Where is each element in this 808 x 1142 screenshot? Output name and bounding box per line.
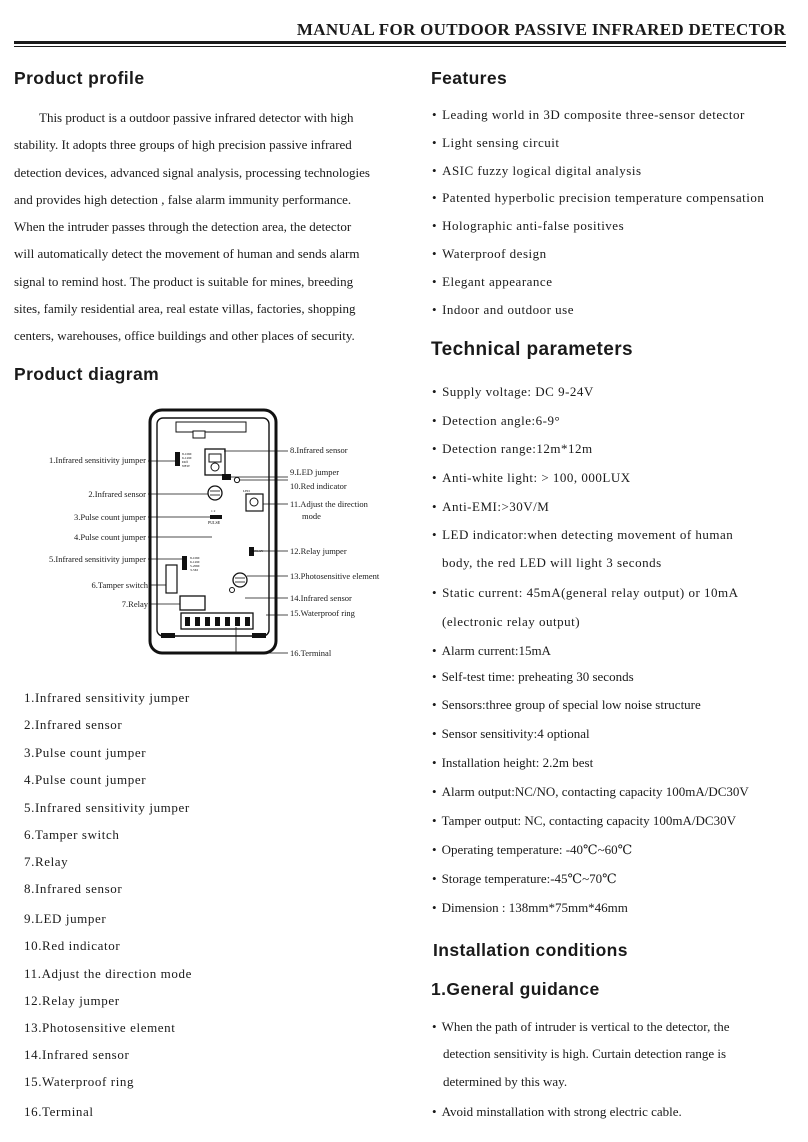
legend-item: 2.Infrared sensor <box>24 717 123 732</box>
infrared-sensor-bottom <box>233 573 247 587</box>
sensitivity-jumper-block <box>175 452 180 466</box>
direction-adjust-block <box>246 494 263 511</box>
legend-item: 5.Infrared sensitivity jumper <box>24 800 190 815</box>
tamper-switch <box>166 565 177 593</box>
diagram-label: 1.Infrared sensitivity jumper <box>48 455 146 465</box>
feature-item: • ASIC fuzzy logical digital analysis <box>432 163 642 179</box>
photosensitive-element <box>230 588 235 593</box>
profile-line: signal to remind host. The product is suitable for mines, breeding <box>14 273 354 289</box>
tech-item-continued: (electronic relay output) <box>442 614 581 629</box>
tech-item: • Alarm output:NC/NO, contacting capacity 100mA/DC30V <box>432 784 749 800</box>
legend-item: 16.Terminal <box>24 1104 94 1119</box>
tech-item: • Anti-EMI:>30V/M <box>432 499 549 515</box>
tech-item: • Anti-white light: > 100, 000LUX <box>432 470 631 486</box>
diagram-label: 16.Terminal <box>290 648 332 658</box>
tech-item: • Detection range:12m*12m <box>432 441 593 457</box>
feature-item: • Elegant appearance <box>432 274 552 290</box>
feature-item: • Waterproof design <box>432 246 547 262</box>
diagram-label: 3.Pulse count jumper <box>73 512 146 522</box>
feature-item: • Indoor and outdoor use <box>432 302 574 318</box>
jumper-option-text: 8-10M <box>190 556 200 560</box>
general-guidance-heading: 1.General guidance <box>431 979 600 999</box>
legend-item: 4.Pulse count jumper <box>24 772 147 787</box>
pulse-board-label: PULSE <box>208 520 221 525</box>
legend-item: 11.Adjust the direction mode <box>24 966 192 981</box>
sensitivity-jumper-block-2 <box>182 556 187 570</box>
profile-line: stability. It adopts three groups of high precision passive infrared <box>14 137 352 153</box>
profile-line: When the intruder passes through the detection area, the detector <box>14 219 352 235</box>
guidance-item: • Avoid minstallation with strong electric cable. <box>432 1104 682 1120</box>
terminal-screws <box>185 617 250 626</box>
tech-item: • Static current: 45mA(general relay output) or 10mA <box>432 585 739 601</box>
diagram-label: 6.Tamper switch <box>91 580 148 590</box>
tech-item: • Sensors:three group of special low noise structure <box>432 697 701 713</box>
pulse-jumper-block <box>210 515 222 519</box>
legend-item: 6.Tamper switch <box>24 827 120 842</box>
waterproof-ring-left <box>161 633 175 638</box>
relay-board-label: RELAY <box>252 549 264 553</box>
diagram-label: 9.LED jumper <box>290 467 340 477</box>
top-bracket <box>176 422 246 432</box>
profile-line: This product is a outdoor passive infrared detector with high <box>39 110 354 125</box>
diagram-labels <box>49 445 380 658</box>
jumper-option-text: 3-5M <box>190 568 198 572</box>
red-indicator-led <box>234 477 239 482</box>
legend-item: 12.Relay jumper <box>24 993 120 1008</box>
jumper-option-text: NEW <box>182 464 190 468</box>
tech-item: • Storage temperature:-45℃~70℃ <box>432 871 617 887</box>
tech-item: • Supply voltage: DC 9-24V <box>432 384 594 400</box>
product-profile-paragraph <box>14 104 410 350</box>
technical-heading: Technical parameters <box>431 339 633 360</box>
tech-item: • Dimension : 138mm*75mm*46mm <box>432 900 628 916</box>
legend-item: 9.LED jumper <box>24 911 107 926</box>
diagram-label: 10.Red indicator <box>290 481 347 491</box>
guidance-item: • When the path of intruder is vertical to the detector, the <box>432 1019 729 1035</box>
sensor-lens-icon <box>211 463 219 471</box>
product-diagram <box>0 405 400 665</box>
led-board-label: LED <box>243 489 250 493</box>
header-rule-thick <box>14 41 786 44</box>
tech-item: • Installation height: 2.2m best <box>432 755 593 771</box>
legend-item: 1.Infrared sensitivity jumper <box>24 690 190 705</box>
diagram-label: 12.Relay jumper <box>290 546 347 556</box>
tech-item: • LED indicator:when detecting movement of human <box>432 527 733 543</box>
profile-line: and provides high detection , false alarm immunity performance. <box>14 191 352 207</box>
waterproof-ring-right <box>252 633 266 638</box>
jumper-option-text: 6-12M <box>182 456 192 460</box>
diagram-label: 14.Infrared sensor <box>290 593 352 603</box>
legend-item: 15.Waterproof ring <box>24 1074 135 1089</box>
tech-item: • Self-test time: preheating 30 seconds <box>432 669 634 685</box>
jumper-option-text: 5-20M <box>190 564 200 568</box>
tech-item: • Operating temperature: -40℃~60℃ <box>432 842 632 858</box>
diagram-label: 11.Adjust the direction <box>290 499 368 509</box>
sensor-window-icon <box>209 454 221 462</box>
product-profile-heading: Product profile <box>14 68 145 88</box>
jumper-option-text: 6-12M <box>190 560 200 564</box>
top-clip <box>193 431 205 438</box>
diagram-label: 13.Photosensitive element <box>290 571 380 581</box>
diagram-label: 4.Pulse count jumper <box>73 532 146 542</box>
product-diagram-heading: Product diagram <box>14 364 160 384</box>
diagram-label: 15.Waterproof ring <box>290 608 355 618</box>
profile-line: detection devices, advanced signal analysis, processing technologies <box>14 164 370 180</box>
tech-item: • Detection angle:6-9° <box>432 413 560 429</box>
diagram-label: 7.Relay <box>121 599 148 609</box>
features-heading: Features <box>431 68 508 88</box>
legend-item: 10.Red indicator <box>24 938 121 953</box>
relay-block <box>180 596 205 610</box>
legend-item: 8.Infrared sensor <box>24 881 123 896</box>
feature-item: • Holographic anti-false positives <box>432 218 624 234</box>
legend-item: 3.Pulse count jumper <box>24 745 147 760</box>
tech-item: • Tamper output: NC, contacting capacity 100mA/DC30V <box>432 813 736 829</box>
feature-item: • Patented hyperbolic precision temperature compensation <box>432 190 764 206</box>
jumper-option-text: Diff <box>182 460 188 464</box>
profile-line: will automatically detect the movement of human and sends alarm <box>14 246 360 262</box>
profile-line: centers, warehouses, office buildings and other places of security. <box>14 328 355 344</box>
installation-heading: Installation conditions <box>433 940 628 960</box>
tech-item-continued: body, the red LED will light 3 seconds <box>442 555 662 570</box>
diagram-label: 8.Infrared sensor <box>290 445 348 455</box>
page-header-title: MANUAL FOR OUTDOOR PASSIVE INFRARED DETECTOR <box>296 20 786 39</box>
housing-outline <box>150 410 276 653</box>
jumper-option-text: 8-10M <box>182 452 192 456</box>
guidance-item-continued: detection sensitivity is high. Curtain detection range is <box>443 1046 727 1061</box>
diagram-label: 5.Infrared sensitivity jumper <box>48 554 146 564</box>
pulse-pin-numbers: 1 2 <box>211 509 216 513</box>
feature-item: • Light sensing circuit <box>432 135 559 151</box>
header-rule-thin <box>14 46 786 47</box>
led-jumper-block <box>222 474 231 480</box>
tech-item: • Sensor sensitivity:4 optional <box>432 726 590 742</box>
legend-item: 14.Infrared sensor <box>24 1047 130 1062</box>
legend-item: 13.Photosensitive element <box>24 1020 176 1035</box>
diagram-label: 2.Infrared sensor <box>88 489 146 499</box>
tech-item: • Alarm current:15mA <box>432 643 551 659</box>
profile-line: sites, family residential area, real estate villas, factories, shopping <box>14 301 356 317</box>
legend-item: 7.Relay <box>24 854 69 869</box>
diagram-label: mode <box>302 511 321 521</box>
feature-item: • Leading world in 3D composite three-sensor detector <box>432 107 745 123</box>
guidance-item-continued: determined by this way. <box>443 1074 568 1089</box>
infrared-sensor-middle <box>208 486 222 500</box>
